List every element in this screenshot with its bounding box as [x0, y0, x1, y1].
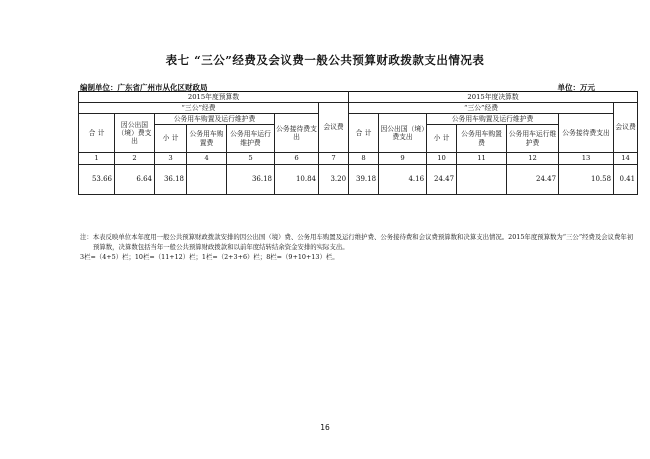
- budget-vehicle-header: 公务用车购置及运行维护费: [155, 114, 275, 125]
- col-number: 3: [155, 153, 187, 165]
- note-line: 预算数，决算数包括当年一般公共预算财政拨款和以前年度结转结余资金安排的实际支出。: [93, 243, 349, 251]
- col-number: 1: [79, 153, 115, 165]
- col-number: 6: [275, 153, 319, 165]
- col-number: 2: [115, 153, 155, 165]
- col-number: 8: [349, 153, 379, 165]
- final-operation-header: 公务用车运行维护费: [507, 125, 559, 153]
- table-cell: 53.66: [79, 165, 115, 195]
- table-cell: 36.18: [155, 165, 187, 195]
- table-cell: 36.18: [227, 165, 275, 195]
- budget-sangong-header: “三公”经费: [79, 103, 319, 114]
- col-number: 10: [427, 153, 457, 165]
- budget-abroad-header: 因公出国（境）费支出: [115, 114, 155, 153]
- page-title: 表七 “三公”经费及会议费一般公共预算财政拨款支出情况表: [165, 53, 485, 67]
- final-total-header: 合 计: [349, 114, 379, 153]
- table-cell: 24.47: [427, 165, 457, 195]
- budget-subtotal-header: 小 计: [155, 125, 187, 153]
- currency-unit: 单位：万元: [557, 83, 595, 92]
- header-row-year: [79, 92, 638, 103]
- final-header: 2015年度决算数: [349, 92, 638, 103]
- table-cell: 10.84: [275, 165, 319, 195]
- header-row-vehicle: [79, 114, 638, 125]
- budget-header: 2015年度预算数: [79, 92, 349, 103]
- budget-purchase-header: 公务用车购置费: [187, 125, 227, 153]
- final-purchase-header: 公务用车购置费: [457, 125, 507, 153]
- col-number: 14: [614, 153, 638, 165]
- table-row: [79, 165, 638, 195]
- budget-operation-header: 公务用车运行维护费: [227, 125, 275, 153]
- table-cell: 4.16: [379, 165, 427, 195]
- expenditure-table: [78, 91, 638, 195]
- table-cell: 39.18: [349, 165, 379, 195]
- final-sangong-header: “三公”经费: [349, 103, 614, 114]
- col-number: 13: [559, 153, 614, 165]
- table-cell: [187, 165, 227, 195]
- col-number: 11: [457, 153, 507, 165]
- col-number: 12: [507, 153, 559, 165]
- final-vehicle-header: 公务用车购置及运行维护费: [427, 114, 559, 125]
- compiling-unit: 编制单位：广东省广州市从化区财政局: [80, 83, 208, 92]
- table-cell: 0.41: [614, 165, 638, 195]
- note-line: 注：本表反映单位本年度用一般公共预算财政拨款安排的因公出国（境）费、公务用车购置及运行维护费、公务接待费和会议费预算数和决算支出情况。2015年度预算数为“三公”经费及会议费年初: [80, 233, 634, 241]
- col-number: 7: [319, 153, 349, 165]
- page-number: 16: [320, 423, 330, 432]
- table-cell: 3.20: [319, 165, 349, 195]
- table-cell: 6.64: [115, 165, 155, 195]
- table-cell: [457, 165, 507, 195]
- table-cell: 10.58: [559, 165, 614, 195]
- note-line: 3栏=（4+5）栏；10栏=（11+12）栏；1栏=（2+3+6）栏；8栏=（9+10+13）栏。: [80, 253, 339, 261]
- table-cell: 24.47: [507, 165, 559, 195]
- col-number: 5: [227, 153, 275, 165]
- col-number: 9: [379, 153, 427, 165]
- final-abroad-header: 因公出国（境）费支出: [379, 114, 427, 153]
- final-meeting-header: 会议费: [614, 103, 638, 153]
- budget-total-header: 合 计: [79, 114, 115, 153]
- table-note: [80, 232, 640, 262]
- column-number-row: [79, 153, 638, 165]
- final-subtotal-header: 小 计: [427, 125, 457, 153]
- budget-reception-header: 公务接待费支出: [275, 114, 319, 153]
- col-number: 4: [187, 153, 227, 165]
- final-reception-header: 公务接待费支出: [559, 114, 614, 153]
- header-row-sangong: [79, 103, 638, 114]
- budget-meeting-header: 会议费: [319, 103, 349, 153]
